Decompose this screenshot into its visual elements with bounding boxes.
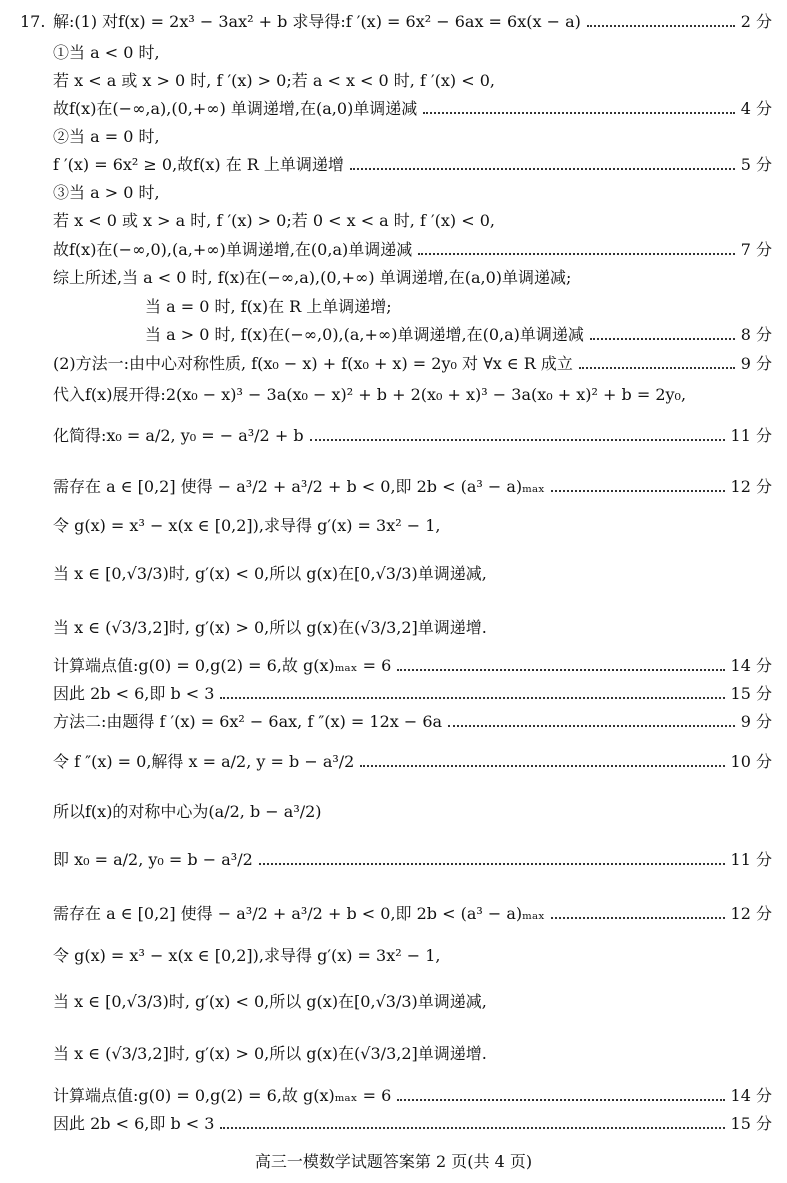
line-text: 计算端点值:g(0) = 0,g(2) = 6,故 g(x)ₘₐₓ = 6: [53, 656, 392, 675]
line-text: 因此 2b < 6,即 b < 3: [53, 684, 215, 703]
score-label: 9 分: [740, 354, 772, 373]
solution-line: [53, 946, 772, 966]
line-text: 当 a = 0 时, f(x)在 R 上单调递增;: [145, 297, 392, 316]
score-label: 8 分: [740, 325, 772, 344]
score-label: 7 分: [740, 240, 772, 259]
solution-line: [53, 712, 772, 732]
solution-line: [53, 354, 772, 374]
line-text: ②当 a = 0 时,: [53, 127, 160, 146]
dot-leader: [310, 437, 725, 441]
line-text: 令 f ″(x) = 0,解得 x = a/2, y = b − a³/2: [53, 752, 355, 771]
dot-leader: [259, 861, 725, 865]
solution-line: [53, 656, 772, 676]
score-label: 4 分: [740, 99, 772, 118]
line-text: 即 x₀ = a/2, y₀ = b − a³/2: [53, 850, 253, 869]
line-text: ①当 a < 0 时,: [53, 43, 160, 62]
line-text: 若 x < 0 或 x > a 时, f ′(x) > 0;若 0 < x < a 时, f ′(x) < 0,: [53, 211, 495, 230]
dot-leader: [448, 723, 735, 727]
dot-leader: [397, 1097, 724, 1101]
solution-line: [53, 1086, 772, 1106]
line-text: 当 x ∈ (√3/3,2]时, g′(x) > 0,所以 g(x)在(√3/3,2]单调递增.: [53, 1044, 487, 1063]
line-text: 方法二:由题得 f ′(x) = 6x² − 6ax, f ″(x) = 12x − 6a: [53, 712, 443, 731]
solution-line: [53, 992, 772, 1012]
line-text: 故f(x)在(−∞,a),(0,+∞) 单调递增,在(a,0)单调递减: [53, 99, 418, 118]
solution-line: [53, 183, 772, 203]
score-label: 11 分: [730, 850, 772, 869]
problem-number: 17.: [20, 12, 46, 31]
solution-line: [53, 904, 772, 924]
line-text: 综上所述,当 a < 0 时, f(x)在(−∞,a),(0,+∞) 单调递增,在(a,0)单调递减;: [53, 268, 572, 287]
line-text: 令 g(x) = x³ − x(x ∈ [0,2]),求导得 g′(x) = 3x² − 1,: [53, 516, 441, 535]
score-label: 12 分: [730, 904, 772, 923]
score-label: 5 分: [740, 155, 772, 174]
line-text: 当 x ∈ [0,√3/3)时, g′(x) < 0,所以 g(x)在[0,√3/3)单调递减,: [53, 564, 487, 583]
dot-leader: [579, 365, 735, 369]
solution-line: [20, 12, 772, 32]
score-label: 12 分: [730, 477, 772, 496]
line-text: f ′(x) = 6x² ≥ 0,故f(x) 在 R 上单调递增: [53, 155, 344, 174]
solution-line: [53, 127, 772, 147]
line-text: (2)方法一:由中心对称性质, f(x₀ − x) + f(x₀ + x) = 2y₀ 对 ∀x ∈ R 成立: [53, 354, 573, 373]
solution-line: [53, 850, 772, 870]
solution-line: [53, 802, 772, 822]
solution-line: [53, 240, 772, 260]
line-text: 故f(x)在(−∞,0),(a,+∞)单调递增,在(0,a)单调递减: [53, 240, 413, 259]
solution-line: [53, 752, 772, 772]
line-text: ③当 a > 0 时,: [53, 183, 160, 202]
dot-leader: [220, 695, 724, 699]
line-text: 需存在 a ∈ [0,2] 使得 − a³/2 + a³/2 + b < 0,即 2b < (a³ − a)ₘₐₓ: [53, 477, 545, 496]
line-text: 当 x ∈ (√3/3,2]时, g′(x) > 0,所以 g(x)在(√3/3,2]单调递增.: [53, 618, 487, 637]
solution-line: [53, 211, 772, 231]
dot-leader: [350, 166, 735, 170]
solution-line: [53, 99, 772, 119]
line-text: 代入f(x)展开得:2(x₀ − x)³ − 3a(x₀ − x)² + b + 2(x₀ + x)³ − 3a(x₀ + x)² + b = 2y₀,: [53, 385, 687, 404]
dot-leader: [360, 763, 724, 767]
line-text: 计算端点值:g(0) = 0,g(2) = 6,故 g(x)ₘₐₓ = 6: [53, 1086, 392, 1105]
solution-line: [53, 564, 772, 584]
line-text: 当 x ∈ [0,√3/3)时, g′(x) < 0,所以 g(x)在[0,√3/3)单调递减,: [53, 992, 487, 1011]
score-label: 2 分: [740, 12, 772, 31]
line-text: 所以f(x)的对称中心为(a/2, b − a³/2): [53, 802, 322, 821]
line-text: 解:(1) 对f(x) = 2x³ − 3ax² + b 求导得:f ′(x) = 6x² − 6ax = 6x(x − a): [53, 12, 581, 31]
solution-line: [53, 43, 772, 63]
score-label: 14 分: [730, 656, 772, 675]
score-label: 10 分: [730, 752, 772, 771]
page-footer: 高三一模数学试题答案第 2 页(共 4 页): [254, 1152, 533, 1171]
solution-line: [53, 1114, 772, 1134]
solution-line: [145, 325, 772, 345]
line-text: 需存在 a ∈ [0,2] 使得 − a³/2 + a³/2 + b < 0,即 2b < (a³ − a)ₘₐₓ: [53, 904, 545, 923]
dot-leader: [551, 488, 725, 492]
solution-line: [53, 385, 772, 405]
line-text: 化简得:x₀ = a/2, y₀ = − a³/2 + b: [53, 426, 304, 445]
line-text: 当 a > 0 时, f(x)在(−∞,0),(a,+∞)单调递增,在(0,a)单调递减: [145, 325, 584, 344]
solution-line: [53, 71, 772, 91]
score-label: 11 分: [730, 426, 772, 445]
dot-leader: [590, 336, 735, 340]
dot-leader: [551, 915, 725, 919]
solution-line: [53, 268, 772, 288]
solution-line: [145, 297, 772, 317]
dot-leader: [397, 667, 724, 671]
solution-line: [53, 684, 772, 704]
solution-line: [53, 426, 772, 446]
line-text: 若 x < a 或 x > 0 时, f ′(x) > 0;若 a < x < 0 时, f ′(x) < 0,: [53, 71, 495, 90]
solution-line: [53, 1044, 772, 1064]
solution-line: [53, 618, 772, 638]
solution-line: [53, 155, 772, 175]
solution-line: [53, 477, 772, 497]
dot-leader: [418, 251, 734, 255]
dot-leader: [220, 1125, 724, 1129]
solution-line: [53, 516, 772, 536]
line-text: 因此 2b < 6,即 b < 3: [53, 1114, 215, 1133]
dot-leader: [423, 110, 734, 114]
score-label: 9 分: [740, 712, 772, 731]
score-label: 14 分: [730, 1086, 772, 1105]
line-text: 令 g(x) = x³ − x(x ∈ [0,2]),求导得 g′(x) = 3x² − 1,: [53, 946, 441, 965]
score-label: 15 分: [730, 1114, 772, 1133]
dot-leader: [587, 23, 735, 27]
score-label: 15 分: [730, 684, 772, 703]
